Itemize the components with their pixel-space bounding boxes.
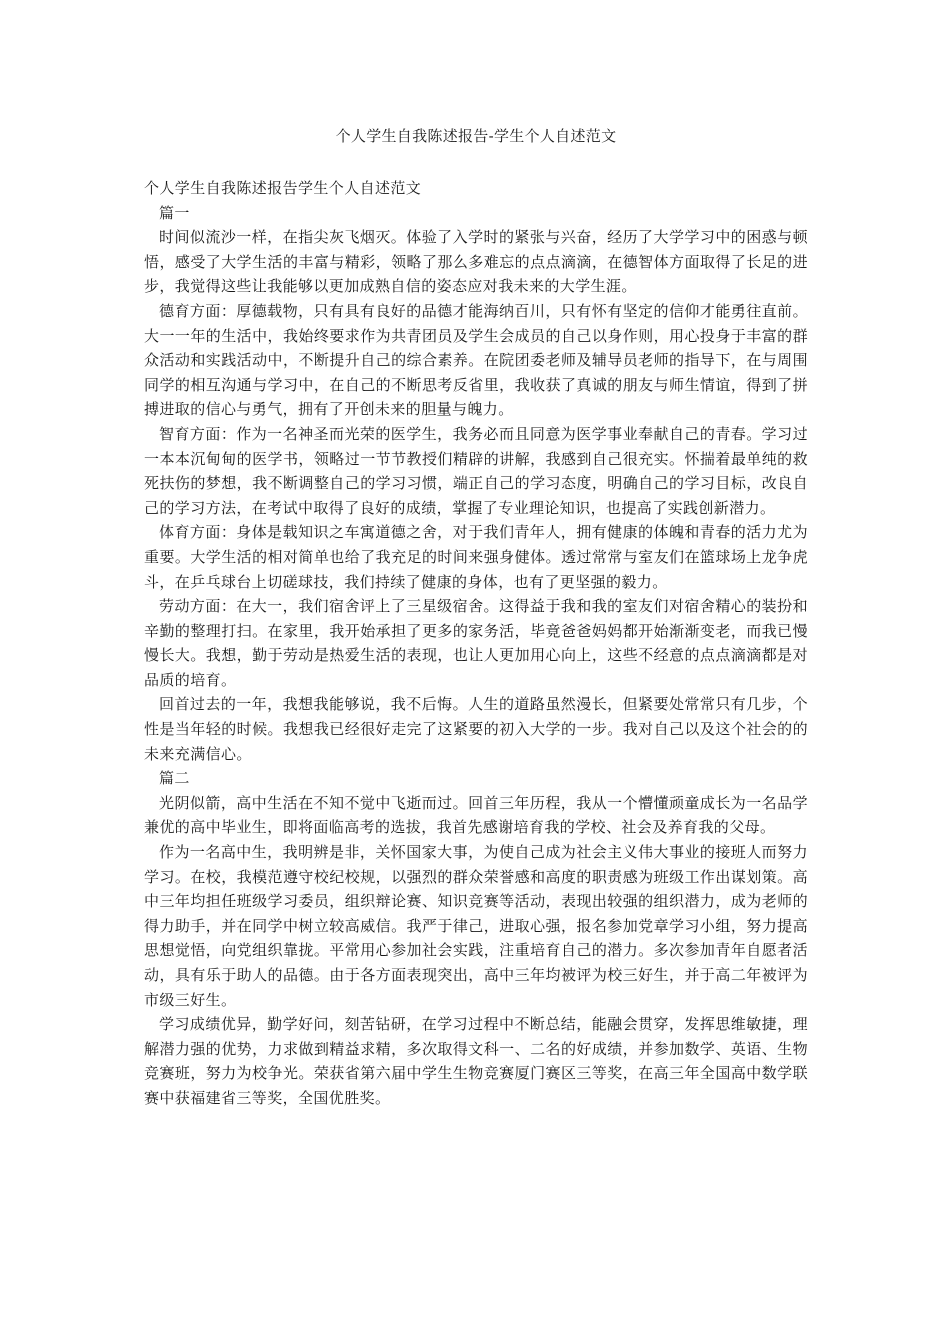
section-label-1: 篇一 — [159, 203, 190, 222]
document-body — [144, 176, 808, 1111]
paragraph: 劳动方面：在大一，我们宿舍评上了三星级宿舍。这得益于我和我的室友们对宿舍精心的装扮和辛勤的整理打扫。在家里，我开始承担了更多的家务活，毕竟爸爸妈妈都开始渐渐变老，而我已慢慢长大。我想，勤于劳动是热爱生活的表现，也让人更加用心向上，这些不经意的点点滴滴都是对品质的培育。 — [144, 597, 808, 689]
section-label-2: 篇二 — [159, 769, 190, 788]
paragraph: 作为一名高中生，我明辨是非，关怀国家大事，为使自己成为社会主义伟大事业的接班人而努力学习。在校，我模范遵守校纪校规，以强烈的群众荣誉感和高度的职责感为班级工作出谋划策。高中三年均担任班级学习委员，组织辩论赛、知识竞赛等活动，表现出较强的组织潜力，成为老师的得力助手，并在同学中树立较高威信。我严于律己，进取心强，报名参加党章学习小组，努力提高思想觉悟，向党组织靠拢。平常用心参加社会实践，注重培育自己的潜力。多次参加青年自愿者活动，具有乐于助人的品德。由于各方面表现突出，高中三年均被评为校三好生，并于高二年被评为市级三好生。 — [144, 843, 808, 1009]
document-title: 个人学生自我陈述报告-学生个人自述范文 — [335, 127, 617, 145]
paragraph: 智育方面：作为一名神圣而光荣的医学生，我务必而且同意为医学事业奉献自己的青春。学习过一本本沉甸甸的医学书，领略过一节节教授们精辟的讲解，我感到自己很充实。怀揣着最单纯的救死扶伤的梦想，我不断调整自己的学习习惯，端正自己的学习态度，明确自己的学习目标，改良自己的学习方法，在考试中取得了良好的成绩，掌握了专业理论知识，也提高了实践创新潜力。 — [144, 424, 808, 517]
paragraph: 德育方面：厚德载物，只有具有良好的品德才能海纳百川，只有怀有坚定的信仰才能勇往直前。大一一年的生活中，我始终要求作为共青团员及学生会成员的自己以身作则，用心投身于丰富的群众活动和实践活动中，不断提升自己的综合素养。在院团委老师及辅导员老师的指导下，在与周围同学的相互沟通与学习中，在自己的不断思考反省里，我收获了真诚的朋友与师生情谊，得到了拼搏进取的信心与勇气，拥有了开创未来的胆量与魄力。 — [144, 301, 808, 419]
paragraph: 体育方面：身体是载知识之车寓道德之舍，对于我们青年人，拥有健康的体魄和青春的活力尤为重要。大学生活的相对简单也给了我充足的时间来强身健体。透过常常与室友们在篮球场上龙争虎斗，在乒乓球台上切磋球技，我们持续了健康的身体，也有了更坚强的毅力。 — [144, 523, 808, 591]
paragraph: 回首过去的一年，我想我能够说，我不后悔。人生的道路虽然漫长，但紧要处常常只有几步，个性是当年轻的时候。我想我已经很好走完了这紧要的初入大学的一步。我对自己以及这个社会的的未来充满信心。 — [144, 695, 808, 763]
document-subtitle: 个人学生自我陈述报告学生个人自述范文 — [144, 179, 422, 197]
paragraph: 光阴似箭，高中生活在不知不觉中飞逝而过。回首三年历程，我从一个懵懂顽童成长为一名品学兼优的高中毕业生，即将面临高考的选拔，我首先感谢培育我的学校、社会及养育我的父母。 — [144, 793, 808, 837]
paragraph: 时间似流沙一样，在指尖灰飞烟灭。体验了入学时的紧张与兴奋，经历了大学学习中的困惑与顿悟，感受了大学生活的丰富与精彩，领略了那么多难忘的点点滴滴，在德智体方面取得了长足的进步，我觉得这些让我能够以更加成熟自信的姿态应对我未来的大学生涯。 — [144, 228, 808, 296]
paragraph: 学习成绩优异，勤学好问，刻苦钻研，在学习过程中不断总结，能融会贯穿，发挥思维敏捷，理解潜力强的优势，力求做到精益求精，多次取得文科一、二名的好成绩，并参加数学、英语、生物竞赛班，努力为校争光。荣获省第六届中学生生物竞赛厦门赛区三等奖，在高三年全国高中数学联赛中获福建省三等奖，全国优胜奖。 — [144, 1015, 808, 1107]
